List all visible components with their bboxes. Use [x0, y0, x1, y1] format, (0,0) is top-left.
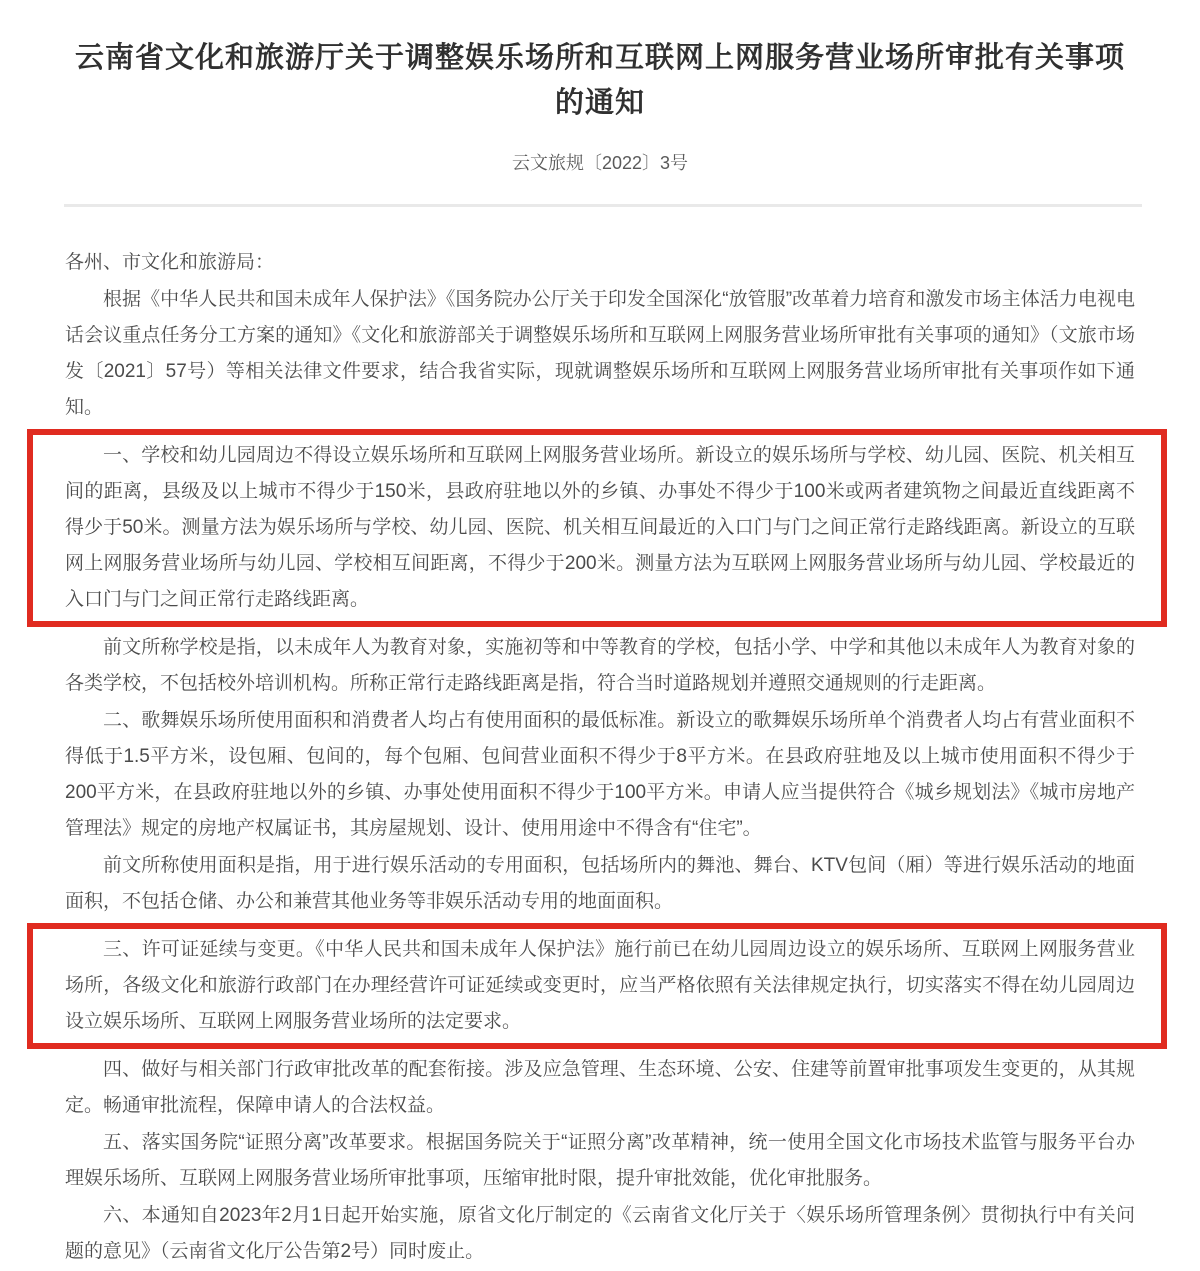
paragraph: 四、做好与相关部门行政审批改革的配套衔接。涉及应急管理、生态环境、公安、住建等前置审批事项发生变更的，从其规定。畅通审批流程，保障申请人的合法权益。 [65, 1059, 1135, 1116]
paragraph: 二、歌舞娱乐场所使用面积和消费者人均占有使用面积的最低标准。新设立的歌舞娱乐场所单个消费者人均占有营业面积不得低于1.5平方米，设包厢、包间的，每个包厢、包间营业面积不得少于8平方米。在县政府驻地及以上城市使用面积不得少于200平方米，在县政府驻地以外的乡镇、办事处使用面积不得少于100平方米。申请人应当提供符合《城乡规划法》《城市房地产管理法》规定的房地产权属证书，其房屋规划、设计、使用用途中不得含有“住宅”。 [65, 710, 1135, 839]
paragraph: 前文所称学校是指，以未成年人为教育对象，实施初等和中等教育的学校，包括小学、中学和其他以未成年人为教育对象的各类学校，不包括校外培训机构。所称正常行走路线距离是指，符合当时道路规划并遵照交通规则的行走距离。 [65, 637, 1135, 694]
highlighted-paragraph: 三、许可证延续与变更。《中华人民共和国未成年人保护法》施行前已在幼儿园周边设立的娱乐场所、互联网上网服务营业场所，各级文化和旅游行政部门在办理经营许可证延续或变更时，应当严格依照有关法律规定执行，切实落实不得在幼儿园周边设立娱乐场所、互联网上网服务营业场所的法定要求。 [27, 923, 1167, 1049]
paragraph: 前文所称使用面积是指，用于进行娱乐活动的专用面积，包括场所内的舞池、舞台、KTV包间（厢）等进行娱乐活动的地面面积，不包括仓储、办公和兼营其他业务等非娱乐活动专用的地面面积。 [65, 855, 1135, 912]
document-title: 云南省文化和旅游厅关于调整娱乐场所和互联网上网服务营业场所审批有关事项的通知 [74, 42, 1125, 119]
document-body [65, 245, 1135, 1270]
paragraph: 六、本通知自2023年2月1日起开始实施，原省文化厅制定的《云南省文化厅关于〈娱乐场所管理条例〉贯彻执行中有关问题的意见》（云南省文化厅公告第2号）同时废止。 [65, 1205, 1135, 1262]
doc-number: 云文旅规〔2022〕3号 [511, 153, 689, 173]
highlighted-paragraph: 一、学校和幼儿园周边不得设立娱乐场所和互联网上网服务营业场所。新设立的娱乐场所与学校、幼儿园、医院、机关相互间的距离，县级及以上城市不得少于150米，县政府驻地以外的乡镇、办事处不得少于100米或两者建筑物之间最近直线距离不得少于50米。测量方法为娱乐场所与学校、幼儿园、医院、机关相互间最近的入口门与门之间正常行走路线距离。新设立的互联网上网服务营业场所与幼儿园、学校相互间距离，不得少于200米。测量方法为互联网上网服务营业场所与幼儿园、学校最近的入口门与门之间正常行走路线距离。 [27, 429, 1167, 627]
divider [64, 204, 1142, 207]
salutation: 各州、市文化和旅游局： [65, 252, 275, 273]
paragraph: 根据《中华人民共和国未成年人保护法》《国务院办公厅关于印发全国深化“放管服”改革着力培育和激发市场主体活力电视电话会议重点任务分工方案的通知》《文化和旅游部关于调整娱乐场所和互联网上网服务营业场所审批有关事项的通知》（文旅市场发〔2021〕57号）等相关法律文件要求，结合我省实际，现就调整娱乐场所和互联网上网服务营业场所审批有关事项作如下通知。 [65, 289, 1135, 418]
paragraphs [65, 282, 1135, 1270]
paragraph: 五、落实国务院“证照分离”改革要求。根据国务院关于“证照分离”改革精神，统一使用全国文化市场技术监管与服务平台办理娱乐场所、互联网上网服务营业场所审批事项，压缩审批时限，提升审批效能，优化审批服务。 [65, 1132, 1135, 1189]
